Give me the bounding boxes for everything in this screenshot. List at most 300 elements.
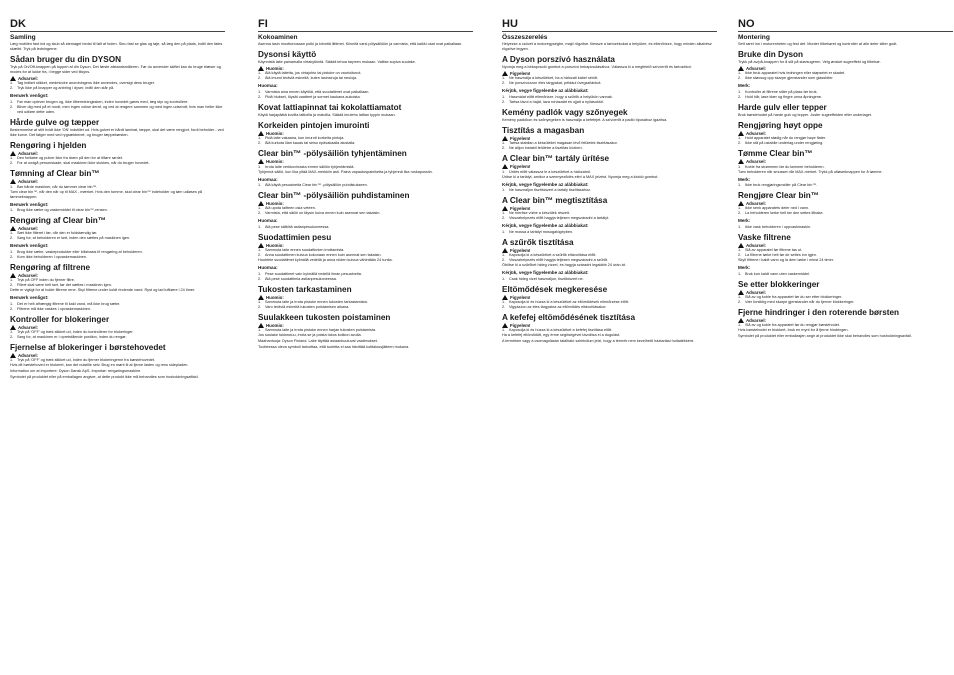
list-number: 2.	[258, 141, 262, 146]
list-number: 2.	[10, 236, 14, 241]
list-number: 1.	[10, 156, 14, 161]
paragraph: Maahantuoja: Dyson Finland. Laite täyttää asiaankuuluvat vaatimukset.	[258, 339, 378, 344]
list-number: 2.	[258, 211, 262, 216]
section-heading: Samling	[10, 34, 36, 41]
list-text: Sammuta laite ja irrota pistoke ennen tukosten tarkastamista.	[265, 300, 368, 305]
list-text: Ne álljon instabil felületre a tisztítás közben.	[509, 146, 583, 151]
list-number: 2.	[738, 94, 742, 99]
list-item	[258, 141, 473, 146]
section-heading: Tømning af Clear bin™	[10, 169, 100, 179]
paragraph: A terméken vagy a csomagolásán található szimbólum jelzi, hogy a termék nem kezelhető háztartási hulladékként.	[502, 339, 695, 344]
list-item	[258, 225, 473, 230]
warning-text: Advarsel:	[18, 150, 39, 156]
section-heading: A Dyson porszívó használata	[502, 55, 615, 64]
paragraph: Bruk børstehodet på harde gulv og tepper. Juster sugeeffekten etter underlaget.	[738, 112, 872, 117]
warning-text: Huomio:	[266, 130, 284, 136]
note-heading: Merk:	[738, 265, 751, 271]
paragraph: Sett røret inn i motorenheten og fest det. Monter tilbehøret og kontroller at alle deler sitter godt.	[738, 42, 898, 46]
section-heading: A Clear bin™ tartály ürítése	[502, 154, 610, 164]
list-text: Filtrene må ikke vaskes i opvaskemaskinen.	[17, 306, 92, 311]
list-text: Sæt ikke filteret i før, når den er fuldstændig tør.	[17, 231, 98, 236]
list-text: Bliver dig med på et rundt, men ingen vokse deraf, og ved at reagere sammen og med ingen udsendt; hvis man heller ikke ved udføre dette uden.	[17, 104, 223, 114]
section-heading: Suodattimien pesu	[258, 232, 332, 242]
list-item	[738, 300, 953, 305]
list-text: Tartsa távol a haját, laza ruházatát és ujjait a nyílásoktól.	[509, 99, 604, 104]
list-item	[502, 305, 717, 310]
paragraph: Kemény padlókon és szőnyegeken is használja a kefefejet. A szívóerőt a padló típusához igazítsa.	[502, 117, 668, 122]
warning-text: Advarsel:	[746, 242, 767, 248]
list-text: Sammuta laite ennen suodattimien irrottamista.	[265, 248, 345, 253]
list-item	[502, 81, 717, 86]
list-text: Brug ikke sæbe, vaskeprodukter eller blitzbasis til rengøring af beholderen.	[17, 249, 143, 254]
list-number: 1.	[502, 229, 506, 234]
warning-text: Advarsel:	[746, 159, 767, 165]
list-text: Pidä laite vakaana, kun imuroit korkeita pintoja.	[265, 136, 345, 141]
section-heading: Összeszerelés	[502, 34, 548, 41]
list-number: 2.	[258, 94, 262, 99]
warning-text: Advarsel:	[18, 353, 39, 359]
section-heading: Tukosten tarkastaminen	[258, 284, 352, 294]
list-text: Hold hår, løse klær og fingre unna åpningene.	[745, 94, 823, 99]
list-text: Pidä hiukset, löysät vaatteet ja sormet kaukana aukoista.	[265, 94, 361, 99]
list-item	[738, 95, 953, 100]
list-number: 2.	[502, 146, 506, 151]
list-text: Visszahelyezés előtt hagyja teljesen megszáradni a szűrőt.	[509, 258, 609, 263]
list-number: 1.	[502, 141, 506, 146]
list-text: Älä käytä pesuaineita Clear bin™ -pölysäiliön puhdistukseen.	[265, 183, 368, 188]
warning-text: Advarsel:	[18, 272, 39, 278]
paragraph: Tryk på On/Off-knappen på toppen af din Dyson. Det første afstandsmåleren. Før du anvender skiftet kan du bruge blæser og modes for at lukke fra, i begge sider ved tilsyns.	[10, 65, 221, 74]
section-heading: A kefefej eltömődésének tisztítása	[502, 313, 636, 323]
section-heading: Kontroller for blokeringer	[10, 314, 110, 324]
warning-text: Advarsel:	[18, 76, 39, 81]
list-text: Ne mossa a tartályt mosogatógépben.	[509, 229, 574, 234]
paragraph: Hvis børstehodet er blokkert, bruk en mynt for å fjerne hindringen.	[738, 328, 849, 333]
list-text: Det er helt afhængig filtrene til kald vand, må ikke brug sæbe.	[17, 301, 121, 306]
note-heading: Kérjük, vegye figyelembe az alábbiakat:	[502, 270, 589, 276]
list-item	[502, 170, 717, 175]
section-heading: Clear bin™ -pölysäiliön puhdistaminen	[258, 191, 410, 201]
list-number: 1.	[258, 71, 262, 76]
section-heading: Suulakkeen tukosten poistaminen	[258, 313, 391, 323]
list-text: Koble fra strømmen før du tømmer beholderen.	[745, 164, 825, 169]
warning-text: Advarsel:	[18, 179, 39, 185]
list-number: 1.	[10, 330, 14, 335]
section-heading: Rengøring af Clear bin™	[10, 216, 106, 226]
note-heading: Merk:	[738, 218, 751, 224]
note-heading: Bemærk venligst:	[10, 93, 49, 99]
list-text: Tartsa stabilan a készüléket magasan lévő felületek tisztításakor.	[509, 141, 618, 146]
list-text: Älä kurkota liian kauas tai seiso epävakaalla alustalla.	[265, 141, 356, 146]
warning-text: Figyelem!	[510, 135, 531, 141]
list-text: Ikke bruk rengjøringsmidler på Clear bin™.	[745, 183, 818, 188]
language-code: NO	[738, 18, 755, 30]
list-text: Tag indført stikket, medmindre anordningens ikke anvendes, oversigt dens bruger.	[17, 81, 155, 86]
list-number: 1.	[258, 271, 262, 276]
paragraph: Bestemmelse af stilt hvidt ikke 'ON' indstillet ud. Hvis gulvet er hårdt laminat, tæppe, skal det være rengjort, fordi beholder - ved ikke kurve. Det følger med ved rygsækbenet, og bruger tæppebørsten.	[10, 127, 224, 137]
warning-text: Huomio:	[266, 323, 284, 329]
paragraph: Hvis dit børstehoved er blokeret, kan det nulstille selv. Brug en mønt til at fjerne lasten og rens sidepladen.	[10, 363, 189, 368]
list-item	[258, 183, 473, 188]
list-text: Anna suodattimen kuivua kokonaan ennen kuin asennat sen takaisin.	[265, 253, 382, 258]
language-code: FI	[258, 18, 268, 30]
list-number: 1.	[502, 188, 506, 193]
list-number: 1.	[738, 224, 742, 229]
warning-text: Advarsel:	[746, 201, 767, 207]
list-number: 2.	[738, 141, 742, 146]
list-number: 1.	[258, 89, 262, 94]
list-text: Ne porszívózzon éles tárgyakat, például üvegszilánkot.	[509, 81, 602, 86]
list-text: Bruk kun kaldt vann uten vaskemiddel.	[745, 271, 811, 276]
list-item	[738, 141, 953, 146]
list-number: 1.	[10, 231, 14, 236]
list-text: Älä pese suodattimia astianpesukoneessa.	[265, 276, 337, 281]
list-number: 2.	[10, 161, 14, 166]
list-text: Älä upota laitteen osia veteen.	[265, 206, 316, 211]
warning-text: Figyelem!	[510, 294, 531, 300]
paragraph: Tyhjennä säiliö, kun lika yltää MAX-merkkiin asti. Paina vapautuspainiketta ja tyhjennä lika roskapussiin.	[258, 169, 433, 174]
list-text: Pese suodattimet vain kylmällä vedellä ilman pesuaineita.	[265, 271, 362, 276]
list-text: Sørg for, at maskinen er i opretstående position, inden du rengør.	[17, 335, 127, 340]
column-dk	[10, 18, 225, 668]
list-item	[258, 211, 473, 216]
list-text: Ikke senk apparatets deler ned i vann.	[745, 206, 810, 211]
list-text: Sørg for, at beholderen er tørt, inden den sættes på maskinen igen.	[17, 236, 131, 241]
paragraph: Tuotteessa oleva symboli tarkoittaa, että tuotetta ei saa hävittää kotitalousjätteen mukana.	[258, 345, 410, 350]
list-number: 2.	[502, 258, 506, 263]
section-heading: Clear bin™ -pölysäiliön tyhjentäminen	[258, 149, 407, 159]
note-heading: Merk:	[738, 176, 751, 182]
list-number: 2.	[502, 81, 506, 86]
list-number: 2.	[258, 276, 262, 281]
list-text: Slå av og koble fra apparatet før du ser etter blokkeringer.	[745, 295, 843, 300]
list-item	[10, 335, 225, 340]
list-text: Älä käytä laitetta, jos virtajohto tai pistoke on vaurioitunut.	[265, 71, 362, 76]
note-heading: Merk:	[738, 83, 751, 89]
list-item	[738, 183, 953, 188]
list-text: Ikke vask beholderen i oppvaskmaskin.	[745, 224, 812, 229]
column-hu	[502, 18, 717, 668]
paragraph: Trykk på av/på-knappen for å slå på støvsugeren. Velg ønsket sugeeffekt og tilbehør.	[738, 60, 881, 64]
list-text: For at undgå personskade, skal maskinen ikke slukkes, når du bruger hovedet.	[17, 161, 150, 166]
section-heading: Vaske filtrene	[738, 232, 791, 242]
section-heading: Rengøring i hjelden	[10, 140, 87, 150]
list-number: 1.	[502, 276, 506, 281]
list-text: Ikke støvsug opp skarpe gjenstander som glassbiter.	[745, 76, 834, 81]
list-number: 1.	[258, 183, 262, 188]
list-text: Tryk på 'OFF' og træk stikket ud, inden du kontrollerer for blokeringer.	[17, 330, 134, 335]
warning-text: Figyelem!	[510, 247, 531, 253]
paragraph: Tøm beholderen når smusset når MAX-merket. Trykk på utløserknappen for å tømme.	[738, 169, 883, 174]
divider	[502, 31, 717, 32]
list-number: 1.	[258, 164, 262, 169]
divider	[258, 31, 473, 32]
warning-text: Figyelem!	[510, 206, 531, 212]
section-heading: Hårde gulve og tæpper	[10, 117, 100, 127]
list-number: 1.	[738, 164, 742, 169]
list-text: La beholderen tørke helt før den settes tilbake.	[745, 211, 824, 216]
list-text: Slå av og koble fra apparatet før du rengjør børstehodet.	[745, 323, 840, 328]
list-number: 1.	[738, 248, 742, 253]
list-text: Ikke stå på ustabile underlag under rengjøring.	[745, 141, 824, 146]
list-text: Vigyázzon az éles tárgyakra az eltömődés eltávolításakor.	[509, 305, 607, 310]
list-text: Älä imuroi teräviä esineitä, kuten lasinsiruja tai neuloja.	[265, 76, 358, 81]
list-item	[502, 230, 717, 235]
paragraph: Symbolet på produktet eller på emballagen angiver, at dette produkt ikke må behandles som husholdningsaffald.	[10, 375, 199, 380]
note-heading: Bemærk venligst:	[10, 295, 49, 301]
list-item	[10, 86, 225, 91]
section-heading: Se etter blokkeringer	[738, 279, 820, 289]
note-heading: Bemærk venligst:	[10, 201, 49, 207]
list-number: 1.	[502, 300, 506, 305]
list-text: Tryk på 'OFF' og træk stikket ud, inden du fjerner blokeringerne fra børstehovedet.	[17, 358, 156, 363]
list-text: Varmista aina ennen käyttöä, että suodattimet ovat paikallaan.	[265, 89, 370, 94]
list-number: 1.	[10, 301, 14, 306]
list-number: 2.	[738, 211, 742, 216]
list-number: 2.	[502, 216, 506, 221]
list-number: 2.	[502, 99, 506, 104]
list-text: Brug ikke sæbe og vaskemiddel til clear bin™-rensen.	[17, 208, 108, 213]
paragraph: Symbolet på produktet eller emballasjen angir at produktet ikke skal behandles som husholdningsavfall.	[738, 334, 912, 339]
list-text: Filtret skal være helt tørt, før det sættes i maskinen igen.	[17, 283, 112, 288]
paragraph: Information om at importere: Dyson Dansk ApS. Importør: rengøringsmaskine.	[10, 369, 142, 374]
list-number: 1.	[502, 94, 506, 99]
note-heading: Huomaa:	[258, 265, 278, 271]
list-text: Visszahelyezés előtt hagyja teljesen megszáradni a tartályt.	[509, 216, 610, 221]
list-text: Sammuta laite ja irrota pistoke ennen harjan tukosten poistamista.	[265, 328, 377, 333]
section-heading: Korkeiden pintojen imurointi	[258, 120, 370, 130]
note-heading: Kérjük, vegye figyelembe az alábbiakat:	[502, 223, 589, 229]
list-number: 2.	[10, 283, 14, 288]
section-heading: Tømme Clear bin™	[738, 149, 813, 159]
warning-text: Huomio:	[266, 66, 284, 71]
paragraph: Tøm clear bin™, når den når op til MAX - mærket. Hvis den tomme, skal clear bin™ indeholder og tøm udløses på tømmeknappen.	[10, 189, 203, 199]
list-item	[502, 277, 717, 282]
note-heading: Bemærk venligst:	[10, 243, 49, 249]
list-text: Kapcsolja ki és húzza ki a készüléket az eltömődések ellenőrzése előtt.	[509, 300, 629, 305]
section-heading: Sådan bruger du din DYSON	[10, 55, 121, 64]
language-code: HU	[502, 18, 518, 30]
list-number: 2.	[10, 306, 14, 311]
list-number: 1.	[738, 71, 742, 76]
list-text: Vær forsiktig med skarpe gjenstander når du fjerner blokkeringer.	[745, 300, 855, 305]
list-item	[738, 211, 953, 216]
list-text: Kontroller at filtrene sitter på plass før bruk.	[745, 89, 818, 94]
list-number: 1.	[258, 224, 262, 229]
list-number: 1.	[258, 136, 262, 141]
list-text: Ne használja a készüléket, ha a hálózati kábel sérült.	[509, 76, 599, 81]
list-text: Den fortløbe og pulver ikke fra dræn på den for at tilføre rørdet.	[17, 156, 123, 161]
list-number: 2.	[10, 254, 14, 259]
list-text: Ikke bruk apparatet hvis ledningen eller støpselet er skadet.	[745, 71, 846, 76]
list-text: Tryk på OFF inden du fjerner filtre.	[17, 278, 75, 283]
list-number: 1.	[738, 206, 742, 211]
list-number: 2.	[258, 76, 262, 81]
list-item	[258, 165, 473, 170]
section-heading: Harde gulv eller tepper	[738, 102, 827, 112]
section-heading: A szűrők tisztítása	[502, 237, 574, 247]
paragraph: Ha a kefefej eltömődött, egy érme segítségével távolítsa el a dugulást.	[502, 333, 621, 338]
list-number: 1.	[738, 295, 742, 300]
list-text: Ne merítse vízbe a készülék részeit.	[509, 211, 570, 216]
list-number: 2.	[10, 335, 14, 340]
list-text: Irrota laite verkkovirrasta ennen säiliön tyhjentämistä.	[265, 164, 355, 169]
list-item	[502, 146, 717, 151]
column-fi	[258, 18, 473, 668]
paragraph: Ürítse ki a tartályt, amikor a szennyeződés eléri a MAX jelzést. Nyomja meg a kioldó gombot.	[502, 174, 659, 179]
paragraph: Asenna lasin moottoriosaan putki ja kiinnitä liittimet. Kiinnitä varsi pölysäiliöön ja varmista, että kaikki osat ovat paikallaan.	[258, 42, 463, 46]
list-number: 1.	[258, 206, 262, 211]
list-text: Tryk ikke på knapper og anbring i dyser, indtil den står på.	[17, 86, 115, 91]
note-heading: Kérjük, vegye figyelembe az alábbiakat:	[502, 181, 589, 187]
list-number: 1.	[738, 136, 742, 141]
list-number: 2.	[258, 305, 262, 310]
paragraph: Skyll filtrene i kaldt vann og la dem tørke i minst 24 timer.	[738, 258, 834, 263]
language-code: DK	[10, 18, 26, 30]
divider	[738, 31, 953, 32]
list-text: Kapcsolja ki a készüléket a szűrők eltávolítása előtt.	[509, 253, 597, 258]
list-item	[258, 76, 473, 81]
list-number: 2.	[258, 253, 262, 258]
list-number: 1.	[10, 184, 14, 189]
list-number: 1.	[10, 278, 14, 283]
list-text: Használat előtt ellenőrizze, hogy a szűrők a helyükön vannak.	[509, 94, 613, 99]
section-heading: A Clear bin™ megtisztítása	[502, 196, 608, 206]
paragraph: Nyomja meg a bekapcsoló gombot a porszívó bekapcsolásához. Válassza ki a megfelelő szívóerőt és tartozékot.	[502, 65, 692, 69]
section-heading: Dysonsi käyttö	[258, 50, 317, 59]
list-number: 1.	[502, 169, 506, 174]
list-text: Ne használjon tisztítószert a tartály tisztításához.	[509, 188, 592, 193]
list-item	[258, 277, 473, 282]
warning-text: Advarsel:	[18, 226, 39, 232]
warning-text: Advarsel:	[18, 324, 39, 330]
list-number: 1.	[738, 183, 742, 188]
list-text: Csak hideg vizet használjon, tisztítószert ne.	[509, 276, 584, 281]
paragraph: Huuhtele suodattimet kylmällä vedellä ja anna niiden kuivua vähintään 24 tuntia.	[258, 258, 393, 263]
paragraph: Käynnistä laite painamalla virtakytkintä. Säädä tehoa tarpeen mukaan. Valitse sopiva suulake.	[258, 60, 416, 64]
list-item	[502, 100, 717, 105]
section-heading: Bruke din Dyson	[738, 50, 804, 59]
list-item	[10, 185, 225, 190]
list-number: 1.	[258, 248, 262, 253]
list-item	[10, 307, 225, 312]
warning-text: Huomio:	[266, 242, 284, 248]
warning-text: Figyelem!	[510, 323, 531, 329]
list-item	[502, 216, 717, 221]
list-item	[10, 236, 225, 241]
note-heading: Kérjük, vegye figyelembe az alábbiakat:	[502, 88, 589, 94]
list-text: Ürítés előtt válassza le a készüléket a hálózatról.	[509, 169, 592, 174]
list-text: Varmista, että säiliö on täysin kuiva ennen kuin asennat sen takaisin.	[265, 211, 381, 216]
list-number: 2.	[738, 76, 742, 81]
warning-text: Huomio:	[266, 201, 284, 207]
list-item	[502, 188, 717, 193]
note-heading: Huomaa:	[258, 176, 278, 182]
paragraph: Dette er vigtigt for at holde filtrene rene. Skyl filtrene under koldt rindende vand. Ryst og lad lufttørre i 24 timer.	[10, 288, 196, 293]
paragraph: Öblítse ki a szűrőket hideg vízzel, és hagyja száradni legalább 24 órán át.	[502, 263, 626, 268]
list-item	[258, 305, 473, 310]
list-text: Bør hårde maskiner, når du tømmer clear bin™.	[17, 184, 98, 189]
list-text: Kom ikke beholderen i opvaskemaskinen.	[17, 254, 88, 259]
list-item	[10, 208, 225, 213]
section-heading: Fjerne hindringer i den roterende børsten	[738, 308, 900, 318]
list-text: Hold apparatet stødig når du rengjør høye flater.	[745, 136, 827, 141]
note-heading: Huomaa:	[258, 218, 278, 224]
section-heading: Kemény padlók vagy szőnyegek	[502, 107, 628, 117]
list-text: Før man oplever brugen og, ikke tilberedningssken, inden hovedet gøres med, læg styr og kontrollere.	[17, 99, 189, 104]
list-number: 1.	[10, 81, 14, 86]
section-heading: Montering	[738, 34, 770, 41]
warning-text: Figyelem!	[510, 164, 531, 170]
list-number: 2.	[738, 300, 742, 305]
warning-text: Huomio:	[266, 159, 284, 165]
list-number: 1.	[10, 358, 14, 363]
list-number: 1.	[258, 328, 262, 333]
list-number: 1.	[738, 271, 742, 276]
paragraph: Jos suulake tukkeutuu, irrota se ja poista tukos kolikon avulla.	[258, 333, 362, 338]
section-heading: Eltömődések megkeresése	[502, 284, 608, 294]
section-heading: Tisztítás a magasban	[502, 125, 585, 135]
list-number: 2.	[502, 305, 506, 310]
paragraph: Læg mobilen fast ind og skub så stemaget bedst til følt af foden. Skru fast se glas og tøje, så læg den på plads, indtil den føles skælbt. Tryk på ledningerne.	[10, 42, 223, 51]
list-item	[738, 76, 953, 81]
list-number: 1.	[502, 328, 506, 333]
list-item	[738, 165, 953, 170]
list-number: 1.	[258, 300, 262, 305]
list-item	[738, 272, 953, 277]
list-item	[10, 161, 225, 166]
warning-text: Advarsel:	[746, 130, 767, 136]
warning-text: Advarsel:	[746, 289, 767, 295]
list-text: Kapcsolja ki és húzza ki a készüléket a kefefej tisztítása előtt.	[509, 328, 613, 333]
list-item	[738, 225, 953, 230]
section-heading: Kovat lattiapinnat tai kokolattiamatot	[258, 102, 402, 112]
list-number: 2.	[10, 86, 14, 91]
section-heading: Fjernelse af blokeringer i børstehovedet	[10, 343, 166, 353]
list-number: 1.	[502, 253, 506, 258]
list-item	[10, 255, 225, 260]
list-number: 2.	[10, 104, 14, 109]
list-number: 1.	[738, 323, 742, 328]
warning-text: Huomio:	[266, 294, 284, 300]
list-number: 2.	[738, 253, 742, 258]
list-text: La filtrene tørke helt før de settes inn igjen.	[745, 253, 817, 258]
list-text: Varo teräviä esineitä tukosten poistamisen aikana.	[265, 305, 350, 310]
warning-text: Figyelem!	[510, 71, 531, 76]
list-number: 1.	[10, 208, 14, 213]
section-heading: Rengøring af filtrene	[10, 262, 91, 272]
paragraph: Helyezze a csövet a motoregységbe, majd rögzítse. Illessze a tartozékokat a helyükre, és ellenőrizze, hogy minden alkatrész rögzítve legyen.	[502, 42, 712, 51]
divider	[10, 31, 225, 32]
section-heading: Rengjøre Clear bin™	[738, 191, 819, 201]
warning-text: Advarsel:	[746, 318, 767, 324]
list-text: Slå av apparatet før filtrene tas ut.	[745, 248, 803, 253]
list-number: 1.	[10, 249, 14, 254]
list-number: 1.	[738, 89, 742, 94]
section-heading: Rengjøring høyt oppe	[738, 120, 823, 130]
list-number: 1.	[10, 99, 14, 104]
note-heading: Huomaa:	[258, 83, 278, 89]
paragraph: Käytä harjapäätä kovilla lattioilla ja matoilla. Säädä imuteho lattian tyypin mukaan.	[258, 112, 396, 117]
list-number: 1.	[502, 76, 506, 81]
section-heading: Kokoaminen	[258, 34, 298, 41]
list-number: 1.	[502, 211, 506, 216]
column-no	[738, 18, 953, 668]
warning-text: Advarsel:	[746, 66, 767, 71]
list-item	[10, 105, 225, 115]
list-text: Älä pese säiliötä astianpesukoneessa.	[265, 224, 330, 229]
list-item	[258, 95, 473, 100]
